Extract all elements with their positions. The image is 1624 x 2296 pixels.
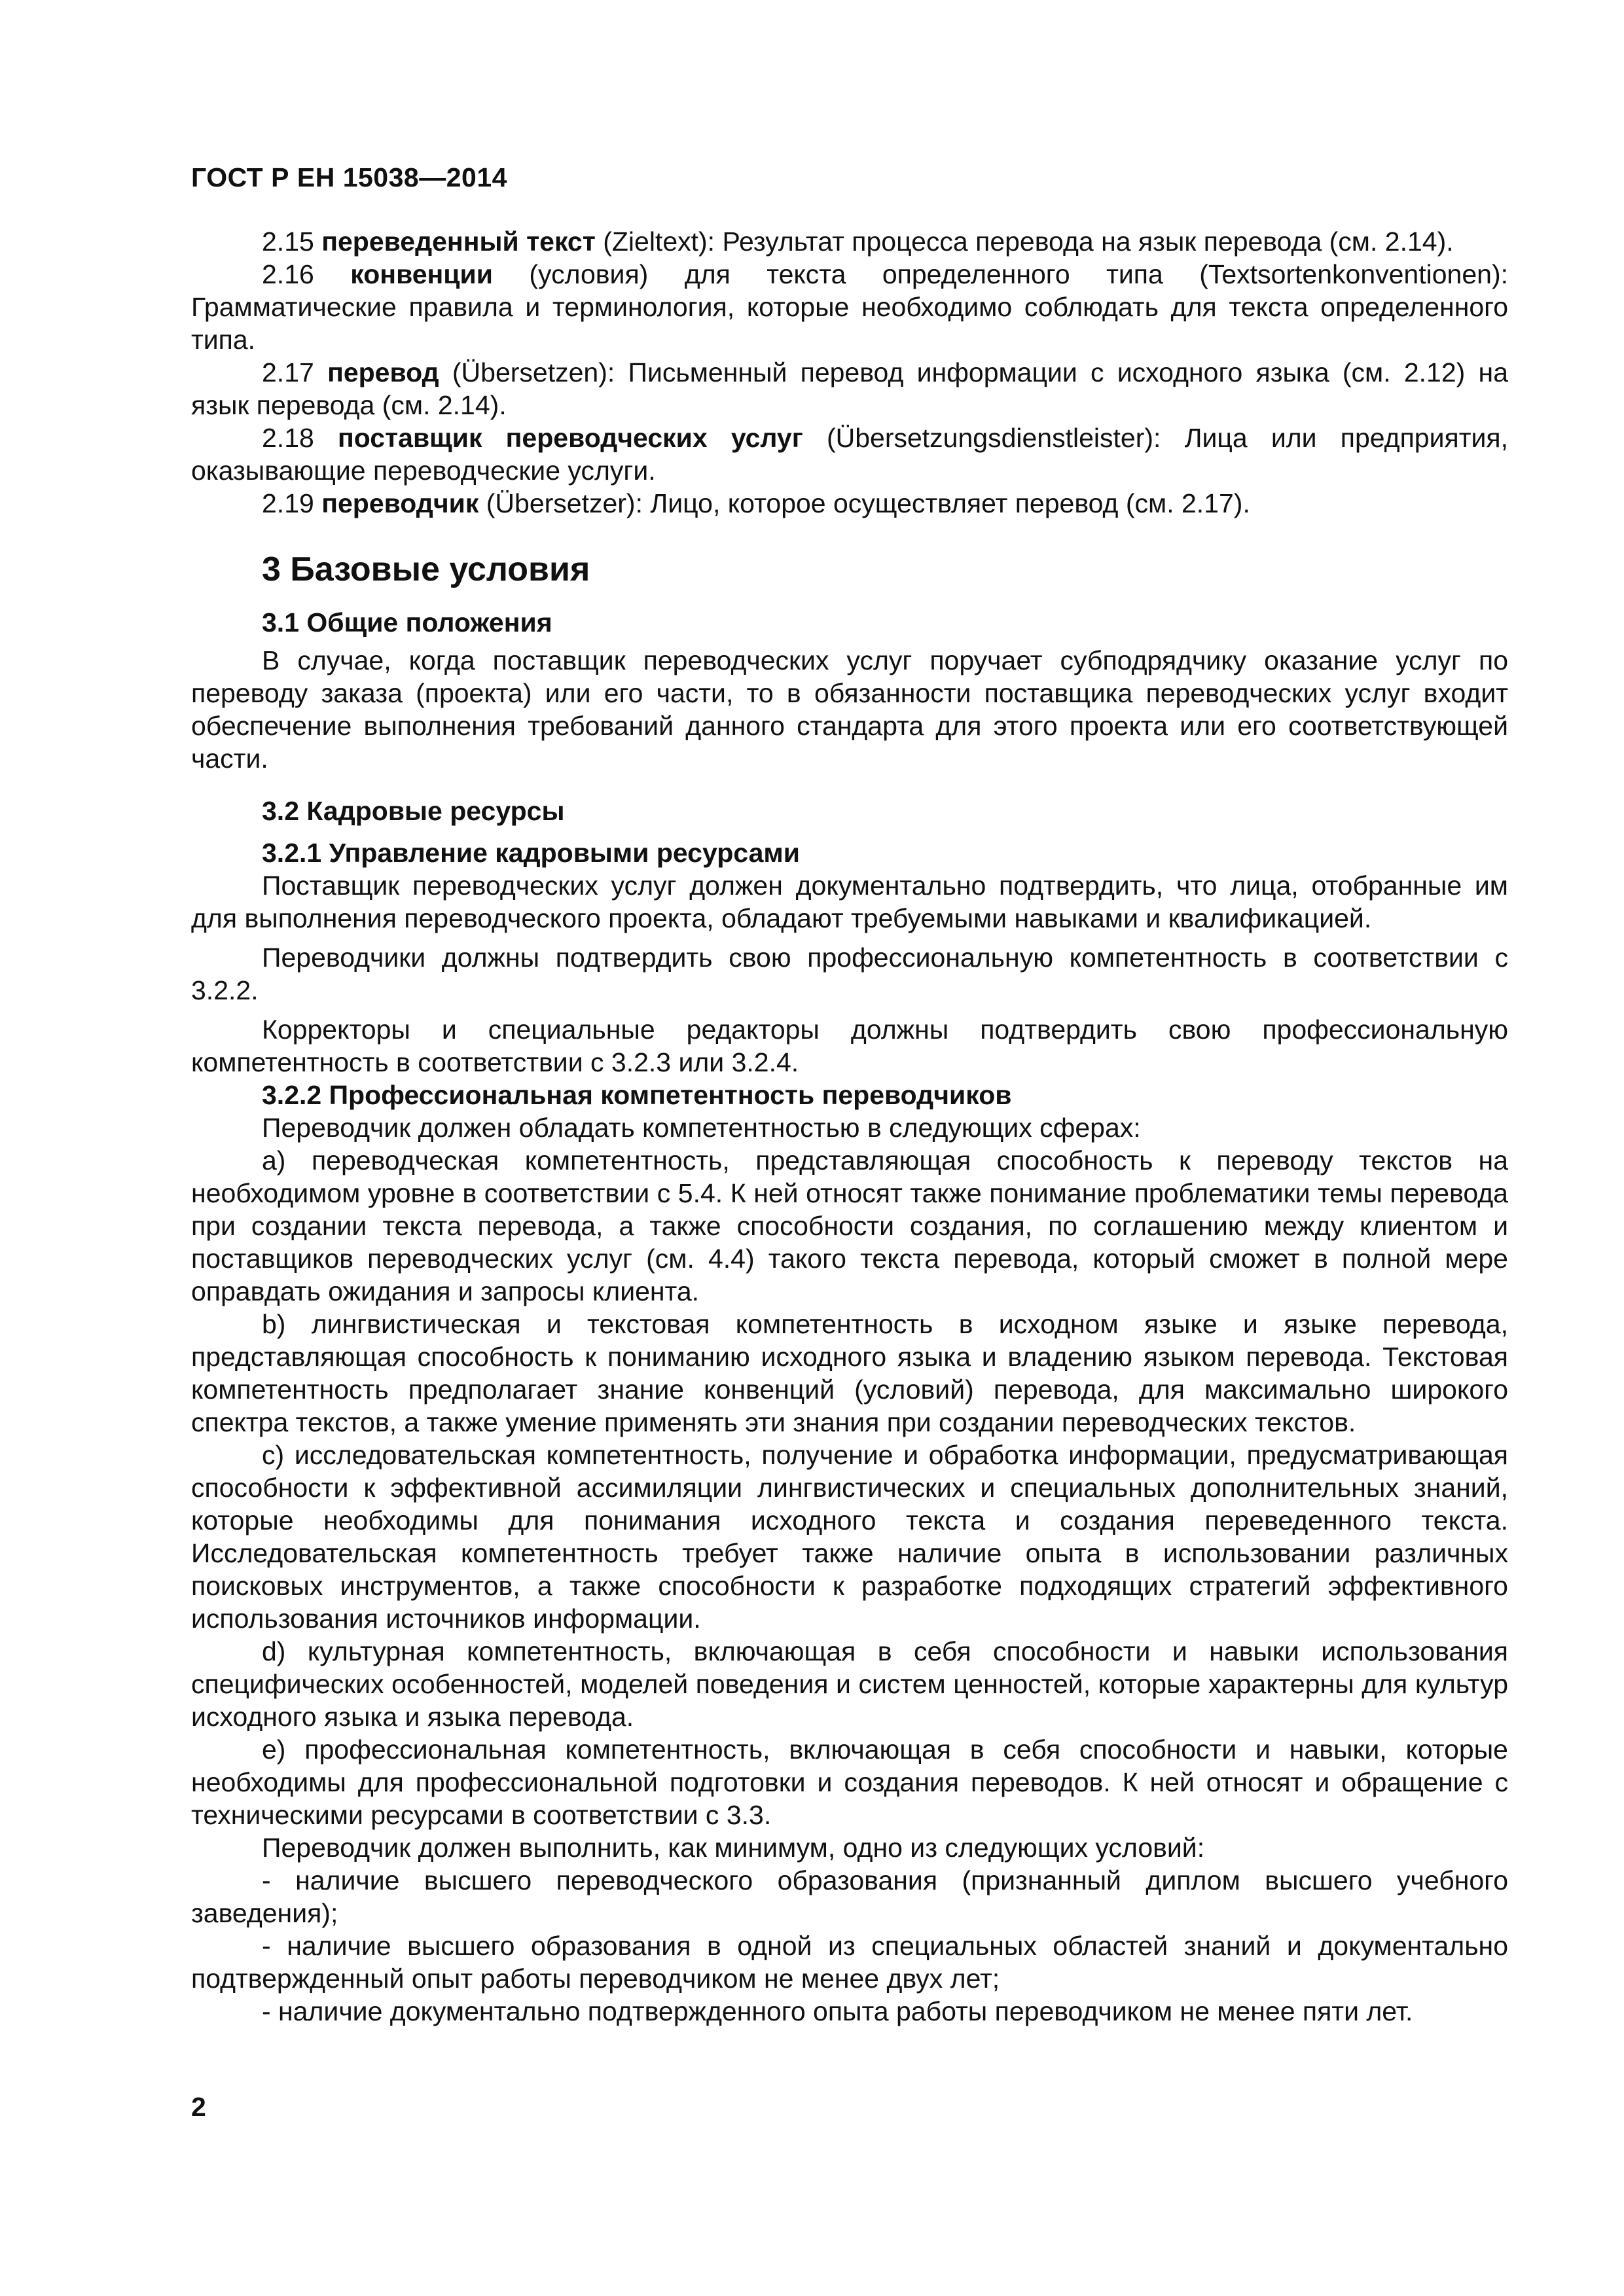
- definition-number: 2.18: [262, 423, 314, 453]
- definition-number: 2.19: [262, 488, 314, 518]
- requirement-item-3: - наличие документально подтвержденного опыта работы переводчиком не менее пяти лет.: [262, 1996, 1413, 2026]
- definition-2-17: [191, 356, 1508, 422]
- definition-number: 2.16: [262, 259, 314, 289]
- definition-text: (Übersetzer): Лицо, которое осуществляет перевод (см. 2.17).: [478, 488, 1250, 518]
- definition-2-19: [191, 487, 1508, 520]
- definition-text: (Übersetzen): Письменный перевод информации с исходного языка (см. 2.12) на язык перевода (см. 2.14).: [191, 357, 1508, 420]
- requirements-intro: Переводчик должен выполнить, как минимум, одно из следующих условий:: [262, 1833, 1205, 1863]
- requirement-item-1: - наличие высшего переводческого образования (признанный диплом высшего учебного заведения);: [191, 1865, 1508, 1928]
- section-3-2-1-heading: 3.2.1 Управление кадровыми ресурсами: [262, 838, 800, 868]
- definition-text: (условия) для текста определенного типа (Textsortenkonventionen): Грамматические правила и терминология, которые необходимо соблюдать для текста определенного типа.: [191, 259, 1508, 355]
- competence-item-e: e) профессиональная компетентность, включающая в себя способности и навыки, которые необходимы для профессиональной подготовки и создания переводов. К ней относят и обращение с техническими ресурсами в соответствии с 3.3.: [191, 1734, 1508, 1830]
- competence-item-b: b) лингвистическая и текстовая компетентность в исходном языке и языке перевода, представляющая способность к пониманию исходного языка и владению языком перевода. Текстовая компетентность предполагает знание конвенций (условий) перевода, для максимально широкого спектра текстов, а также умение применять эти знания при создании переводческих текстов.: [191, 1309, 1508, 1437]
- competence-item-d: d) культурная компетентность, включающая в себя способности и навыки использования специфических особенностей, моделей поведения и систем ценностей, которые характерны для культур исходного языка и языка перевода.: [191, 1636, 1508, 1732]
- section-3-2-1-paragraph-2: Переводчики должны подтвердить свою профессиональную компетентность в соответствии с 3.2.2.: [191, 942, 1508, 1005]
- document-body: [191, 225, 1508, 2028]
- definition-number: 2.17: [262, 357, 314, 387]
- page-number: 2: [191, 2092, 206, 2122]
- competence-item-a: a) переводческая компетентность, представляющая способность к переводу текстов на необходимом уровне в соответствии с 5.4. К ней относят также понимание проблематики темы перевода при создании текста перевода, а также способности создания, по соглашению между клиентом и поставщиков переводческих услуг (см. 4.4) такого текста перевода, который сможет в полной мере оправдать ожидания и запросы клиента.: [191, 1145, 1508, 1306]
- section-3-heading: 3 Базовые условия: [262, 550, 590, 588]
- definition-number: 2.15: [262, 226, 314, 257]
- section-3-2-2-intro: Переводчик должен обладать компетентностью в следующих сферах:: [262, 1113, 1141, 1143]
- section-3-2-heading: 3.2 Кадровые ресурсы: [262, 796, 565, 826]
- requirement-item-2: - наличие высшего образования в одной из специальных областей знаний и документально подтвержденный опыт работы переводчиком не менее двух лет;: [191, 1931, 1508, 1994]
- definition-2-16: [191, 258, 1508, 356]
- definition-term: переводчик: [321, 488, 479, 518]
- definition-2-18: [191, 422, 1508, 487]
- section-3-1-paragraph: В случае, когда поставщик переводческих услуг поручает субподрядчику оказание услуг по переводу заказа (проекта) или его части, то в обязанности поставщика переводческих услуг входит обеспечение выполнения требований данного стандарта для этого проекта или его соответствующей части.: [191, 645, 1508, 774]
- section-3-2-1-paragraph-1: Поставщик переводческих услуг должен документально подтвердить, что лица, отобранные им для выполнения переводческого проекта, обладают требуемыми навыками и квалификацией.: [191, 870, 1508, 933]
- definition-2-15: [191, 225, 1508, 258]
- competence-item-c: c) исследовательская компетентность, получение и обработка информации, предусматривающая способности к эффективной ассимиляции лингвистических и специальных дополнительных знаний, которые необходимы для понимания исходного текста и создания переведенного текста. Исследовательская компетентность требует также наличие опыта в использовании различных поисковых инструментов, а также способности к разработке подходящих стратегий эффективного использования источников информации.: [191, 1440, 1508, 1634]
- definition-term: конвенции: [350, 259, 493, 289]
- definition-text: (Übersetzungsdienstleister): Лица или предприятия, оказывающие переводческие услуги.: [191, 423, 1508, 486]
- section-3-1-heading: 3.1 Общие положения: [262, 607, 552, 637]
- definition-text: (Zieltext): Результат процесса перевода на язык перевода (см. 2.14).: [595, 226, 1454, 257]
- section-3-2-1-paragraph-3: Корректоры и специальные редакторы должны подтвердить свою профессиональную компетентность в соответствии с 3.2.3 или 3.2.4.: [191, 1014, 1508, 1077]
- definition-term: переведенный текст: [321, 226, 596, 257]
- document-header: ГОСТ Р ЕН 15038—2014: [191, 162, 507, 192]
- section-3-2-2-heading: 3.2.2 Профессиональная компетентность переводчиков: [262, 1080, 1012, 1110]
- definition-term: поставщик переводческих услуг: [338, 423, 803, 453]
- definition-term: перевод: [327, 357, 439, 387]
